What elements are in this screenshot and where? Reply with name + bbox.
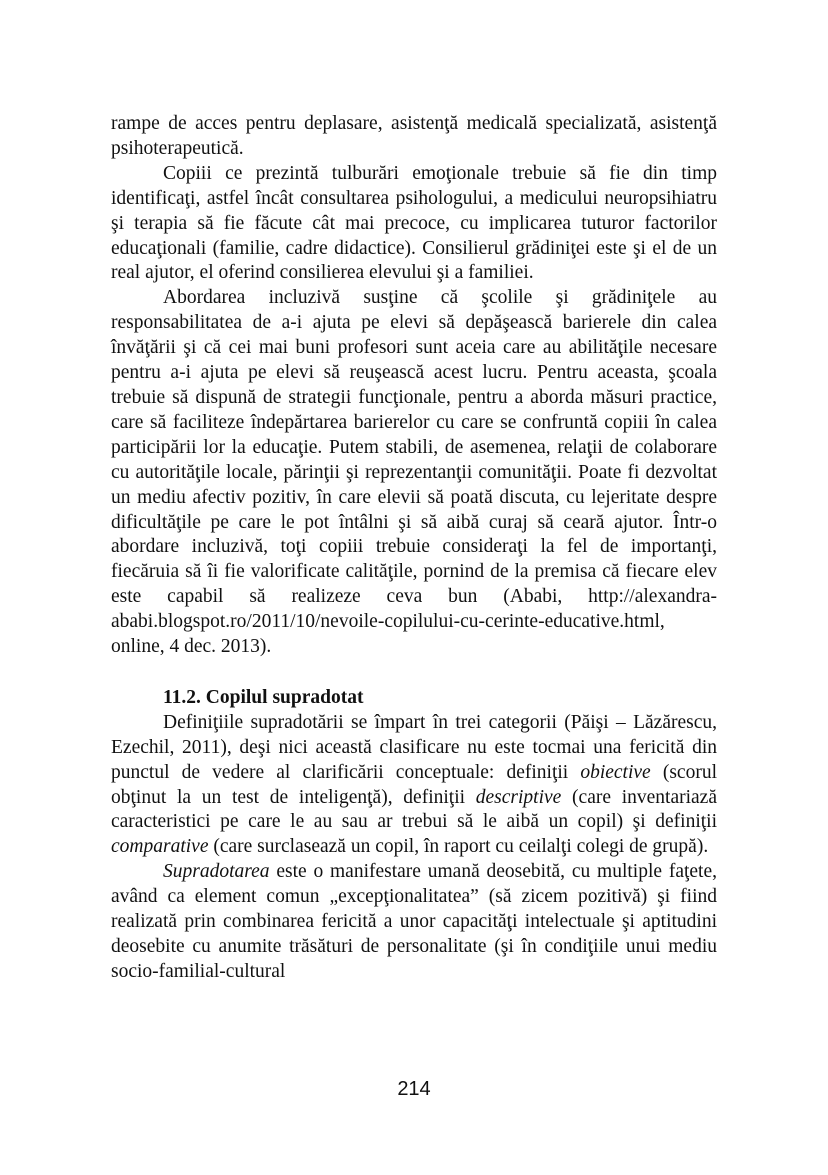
page-number: 214 (397, 1078, 431, 1100)
paragraph-continuation: rampe de acces pentru deplasare, asistenţă medicală specializată, asistenţă psihoterapeutică. (111, 113, 717, 159)
section-heading: 11.2. Copilul supradotat (163, 686, 364, 708)
definitions-text-c: (care inventariază caracteristici pe care le au sau ar trebui să le aibă un copil) şi definiţii (111, 786, 717, 833)
paragraph-emotional-disorders: Copiii ce prezintă tulburări emoţionale trebuie să fie din timp identificaţi, astfel încât consultarea psihologului, a medicului neuropsihiatru şi terapia să fie făcute cât mai precoce, cu implicarea tuturor factorilor educaţionali (familie, cadre didactice). Consilierul grădiniţei este şi el de un real ajutor, el oferind consilierea elevului şi a familiei. (111, 162, 717, 284)
paragraph-definitions (111, 711, 717, 860)
term-giftedness: Supradotarea (163, 861, 270, 883)
term-objective: obiective (580, 761, 651, 783)
section-spacer (111, 660, 717, 686)
definitions-text-d: (care surclasează un copil, în raport cu ceilalţi colegi de grupă). (208, 836, 709, 858)
giftedness-text: este o manifestare umană deosebită, cu multiple faţete, având ca element comun „excepţionalitatea” (să zicem pozitivă) şi fiind realizată prin combinarea fericită a unor capacităţi intelectuale şi aptitudini deosebite cu anumite trăsături de personalitate (şi în condiţiile unui mediu socio-familial-cultural (111, 861, 717, 982)
paragraph-inclusive-approach: Abordarea incluzivă susţine că şcolile şi grădiniţele au responsabilitatea de a-i ajuta pe elevi să depăşească barierele din calea învăţării şi că cei mai buni profesori sunt aceia care au abilităţile necesare pentru a-i ajuta pe elevi să reuşească acest lucru. Pentru aceasta, şcoala trebuie să dispună de strategii funcţionale, pentru a aborda măsuri practice, care să faciliteze îndepărtarea barierelor cu care se confruntă copiii în calea participării lor la educaţie. Putem stabili, de asemenea, relaţii de colaborare cu autorităţile locale, părinţii şi reprezentanţii comunităţii. Poate fi dezvoltat un mediu afectiv pozitiv, în care elevii să poată discuta, cu lejeritate despre dificultăţile pe care le pot întâlni şi să aibă curaj să ceară ajutor. Într-o abordare incluzivă, toţi copiii trebuie consideraţi la fel de importanţi, fiecăruia să îi fie valorificate calităţile, pornind de la premisa că fiecare elev este capabil să realizeze ceva bun (Ababi, http://alexandra-ababi.blogspot.ro/2011/10/nevoile-copilului-cu-cerinte-educative.html, online, 4 dec. 2013). (111, 287, 717, 658)
term-comparative: comparative (111, 836, 209, 858)
definitions-text-a: Definiţiile supradotării se împart în trei categorii (Păişi – Lăzărescu, Ezechil, 2011), deşi nici această clasificare nu este tocmai una fericită din punctul de vedere al clarificării conceptuale: definiţii (111, 711, 717, 783)
term-descriptive: descriptive (475, 786, 562, 808)
document-page (111, 112, 717, 985)
paragraph-giftedness (111, 860, 717, 985)
definitions-text-b: (scorul obţinut la un test de inteligenţă), definiţii (111, 761, 717, 808)
